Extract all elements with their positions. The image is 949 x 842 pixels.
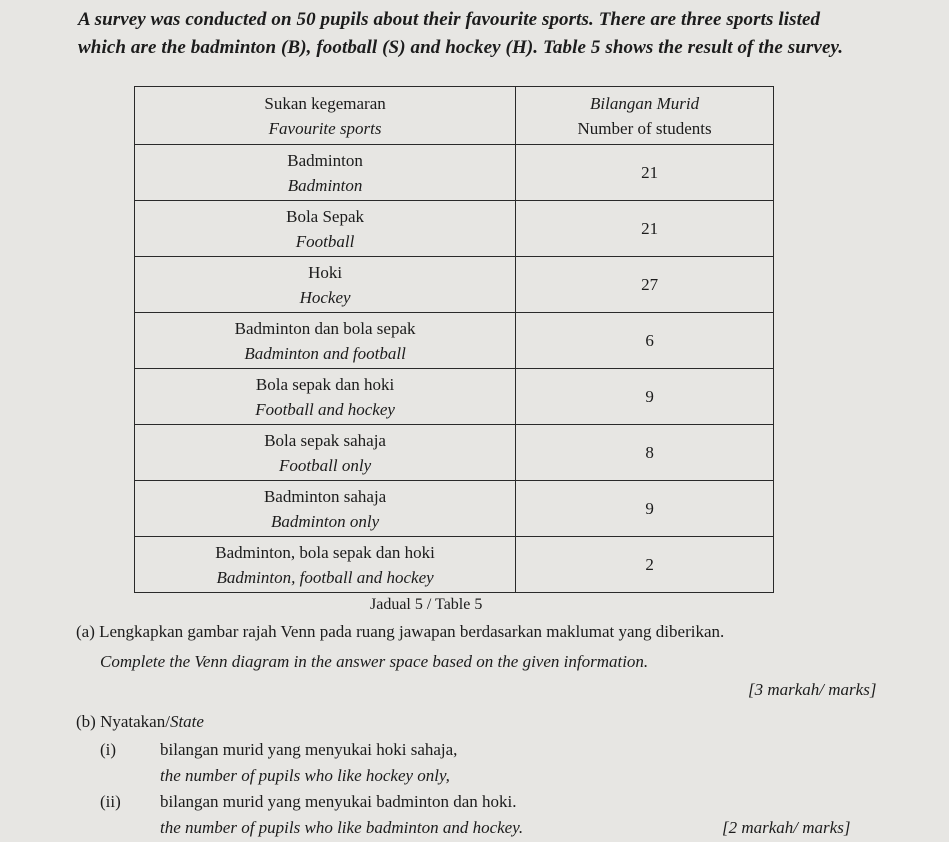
part-ii-en: the number of pupils who like badminton and hockey. bbox=[160, 818, 524, 837]
sport-cell bbox=[135, 201, 516, 257]
count-cell bbox=[516, 369, 774, 425]
count-value: 9 bbox=[645, 387, 654, 406]
sport-ms: Badminton sahaja bbox=[263, 486, 387, 506]
intro-line-1: A survey was conducted on 50 pupils about their favourite sports. There are three sports listed bbox=[78, 9, 821, 30]
sport-en: Badminton, football and hockey bbox=[216, 567, 434, 587]
sport-cell bbox=[135, 481, 516, 537]
sport-cell bbox=[135, 425, 516, 481]
count-value: 21 bbox=[641, 163, 659, 182]
count-value: 21 bbox=[641, 219, 659, 238]
question-b-label: (b) bbox=[76, 712, 96, 731]
survey-table bbox=[134, 86, 774, 593]
count-cell bbox=[516, 257, 774, 313]
question-a-en: Complete the Venn diagram in the answer space based on the given information. bbox=[100, 652, 649, 671]
table-caption: Jadual 5 / Table 5 bbox=[370, 596, 483, 613]
count-value: 9 bbox=[645, 499, 654, 518]
table-row bbox=[135, 369, 774, 425]
sport-cell bbox=[135, 369, 516, 425]
count-value: 2 bbox=[645, 555, 654, 574]
sport-en: Hockey bbox=[299, 287, 351, 307]
question-a-ms-line bbox=[76, 622, 724, 642]
count-cell bbox=[516, 537, 774, 593]
sport-ms: Bola sepak sahaja bbox=[264, 430, 386, 450]
sport-en: Football and hockey bbox=[255, 399, 395, 419]
header-sport-ms: Sukan kegemaran bbox=[264, 93, 386, 113]
sport-ms: Badminton bbox=[287, 150, 363, 170]
sport-en: Badminton and football bbox=[244, 343, 406, 363]
question-a-marks: [3 markah/ marks] bbox=[748, 680, 877, 699]
question-b-prompt-ms: Nyatakan/ bbox=[100, 712, 170, 731]
table-row bbox=[135, 537, 774, 593]
sport-en: Football bbox=[295, 231, 355, 251]
question-a-label: (a) bbox=[76, 622, 95, 641]
count-cell bbox=[516, 481, 774, 537]
intro-paragraph bbox=[78, 6, 898, 62]
table-row bbox=[135, 257, 774, 313]
header-count-en: Number of students bbox=[577, 118, 712, 138]
intro-line-2: which are the badminton (B), football (S) and hockey (H). Table 5 shows the result of the survey. bbox=[78, 37, 844, 58]
count-cell bbox=[516, 425, 774, 481]
part-ii-label: (ii) bbox=[100, 792, 121, 811]
sport-cell bbox=[135, 257, 516, 313]
question-b-marks: [2 markah/ marks] bbox=[722, 818, 851, 837]
count-cell bbox=[516, 145, 774, 201]
sport-ms: Badminton dan bola sepak bbox=[234, 318, 416, 338]
sport-en: Football only bbox=[279, 455, 372, 475]
part-i-ms: bilangan murid yang menyukai hoki sahaja, bbox=[160, 740, 458, 759]
table-row bbox=[135, 313, 774, 369]
sport-ms: Hoki bbox=[308, 262, 343, 282]
header-sport-cell bbox=[135, 87, 516, 145]
header-sport-en: Favourite sports bbox=[268, 118, 382, 138]
count-value: 27 bbox=[641, 275, 659, 294]
table-row bbox=[135, 201, 774, 257]
header-count-cell bbox=[516, 87, 774, 145]
sport-ms: Bola sepak dan hoki bbox=[255, 374, 395, 394]
count-cell bbox=[516, 201, 774, 257]
count-value: 8 bbox=[645, 443, 654, 462]
part-i-label: (i) bbox=[100, 740, 117, 759]
part-i-en: the number of pupils who like hockey only, bbox=[160, 766, 450, 785]
question-b-prompt bbox=[76, 712, 204, 732]
sport-cell bbox=[135, 537, 516, 593]
sport-cell bbox=[135, 313, 516, 369]
question-a-ms: Lengkapkan gambar rajah Venn pada ruang jawapan berdasarkan maklumat yang diberikan. bbox=[99, 622, 725, 641]
count-cell bbox=[516, 313, 774, 369]
sport-en: Badminton only bbox=[271, 511, 380, 531]
table-row bbox=[135, 425, 774, 481]
question-b-prompt-en: State bbox=[169, 712, 204, 731]
table-row bbox=[135, 145, 774, 201]
part-ii-ms: bilangan murid yang menyukai badminton dan hoki. bbox=[160, 792, 517, 811]
sport-cell bbox=[135, 145, 516, 201]
table-header-row bbox=[135, 87, 774, 145]
sport-en: Badminton bbox=[287, 175, 363, 195]
count-value: 6 bbox=[645, 331, 654, 350]
sport-ms: Bola Sepak bbox=[286, 206, 365, 226]
sport-ms: Badminton, bola sepak dan hoki bbox=[215, 542, 435, 562]
header-count-ms: Bilangan Murid bbox=[590, 93, 700, 113]
table-row bbox=[135, 481, 774, 537]
